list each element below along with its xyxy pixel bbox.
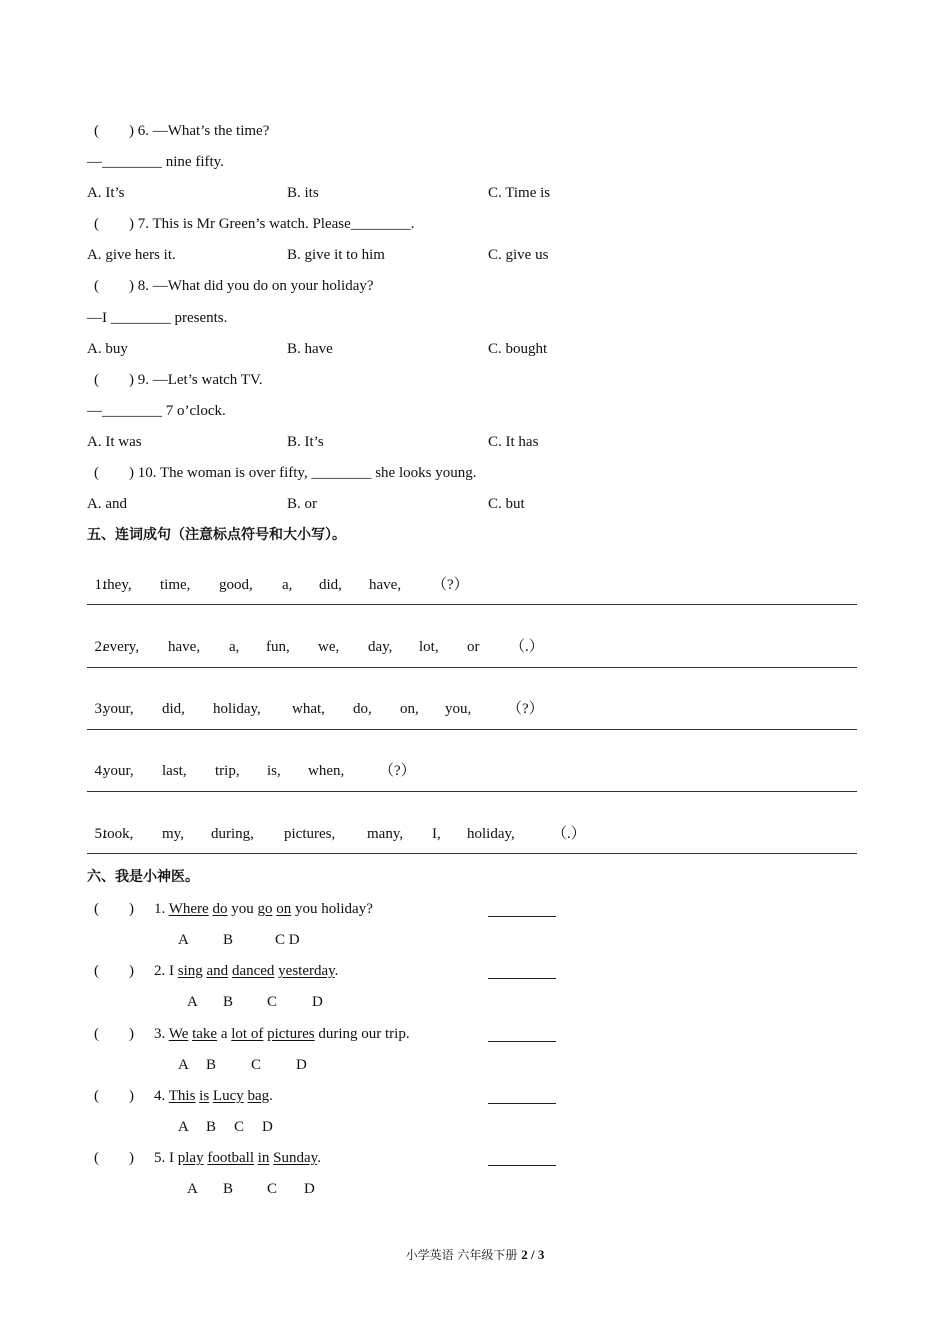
mc7-option-a: A. give hers it.	[87, 247, 176, 263]
mc8-option-a: A. buy	[87, 341, 128, 357]
s6-letter: B	[223, 1181, 234, 1197]
mc6-option-a: A. It’s	[87, 185, 125, 201]
s6-sentence-1: 1. Where do you go on you holiday?	[154, 901, 373, 917]
s5-item-2-num: 2.	[94, 639, 106, 655]
s5-word: （.）	[510, 639, 544, 655]
mc10-option-c: C. but	[488, 496, 525, 512]
s5-word: is,	[267, 763, 281, 779]
s5-word: holiday,	[213, 701, 261, 717]
s5-word: what,	[292, 701, 325, 717]
s6-sentence-2: 2. I sing and danced yesterday.	[154, 963, 339, 979]
s5-word: have,	[369, 577, 402, 593]
s5-word: many,	[367, 826, 404, 842]
s5-item-3-num: 3.	[94, 701, 106, 717]
s6-letter: C	[234, 1119, 245, 1135]
s6-sentence-3: 3. We take a lot of pictures during our trip.	[154, 1026, 410, 1042]
s5-item-1-num: 1.	[94, 577, 106, 593]
s6-letter: D	[304, 1181, 315, 1197]
s5-answer-line-1[interactable]	[87, 604, 857, 605]
s5-word: a,	[229, 639, 240, 655]
section5-title: 五、连词成句（注意标点符号和大小写）。	[87, 527, 346, 543]
s5-word: every,	[103, 639, 140, 655]
mc10-question: ( ) 10. The woman is over fifty, ________ she looks young.	[94, 465, 477, 481]
s5-item-5-num: 5.	[94, 826, 106, 842]
s6-letter: A	[187, 994, 198, 1010]
footer-text: 小学英语 六年级下册	[405, 1248, 522, 1262]
s5-word: last,	[162, 763, 187, 779]
s5-item-3	[87, 682, 544, 718]
s5-item-2	[87, 620, 544, 656]
s5-word: pictures,	[284, 826, 336, 842]
s6-letter: C D	[275, 932, 300, 948]
s6-paren-4[interactable]: ( )	[94, 1088, 134, 1104]
s5-word: took,	[103, 826, 134, 842]
s5-word: fun,	[266, 639, 290, 655]
s6-answer-blank-1[interactable]	[488, 916, 556, 917]
mc8-question: ( ) 8. —What did you do on your holiday?	[94, 278, 374, 294]
mc9-option-c: C. It has	[488, 434, 539, 450]
mc6-option-b: B. its	[287, 185, 319, 201]
s5-word: trip,	[215, 763, 240, 779]
s5-word: we,	[318, 639, 340, 655]
s5-answer-line-4[interactable]	[87, 791, 857, 792]
s6-letter: D	[296, 1057, 307, 1073]
s5-item-1	[87, 558, 469, 594]
s6-letter: B	[206, 1119, 217, 1135]
s5-word: lot,	[419, 639, 439, 655]
s5-answer-line-2[interactable]	[87, 667, 857, 668]
s6-letter: C	[267, 1181, 278, 1197]
s5-item-4	[87, 744, 416, 780]
mc9-question-line2: —________ 7 o’clock.	[87, 403, 226, 419]
s6-letter: A	[178, 1057, 189, 1073]
mc9-option-b: B. It’s	[287, 434, 324, 450]
mc8-option-c: C. bought	[488, 341, 548, 357]
s5-item-5	[87, 807, 586, 843]
s5-word: or	[467, 639, 480, 655]
s6-paren-1[interactable]: ( )	[94, 901, 134, 917]
s5-word: during,	[211, 826, 254, 842]
s5-word: （?）	[379, 763, 416, 779]
section6-title: 六、我是小神医。	[87, 869, 199, 885]
s5-word: （.）	[552, 826, 586, 842]
s6-answer-blank-4[interactable]	[488, 1103, 556, 1104]
s6-letter: A	[178, 932, 189, 948]
mc6-question-line2: —________ nine fifty.	[87, 154, 224, 170]
s5-word: have,	[168, 639, 201, 655]
mc10-option-a: A. and	[87, 496, 127, 512]
s6-paren-2[interactable]: ( )	[94, 963, 134, 979]
mc7-question: ( ) 7. This is Mr Green’s watch. Please________.	[94, 216, 415, 232]
s6-paren-5[interactable]: ( )	[94, 1150, 134, 1166]
s6-letter: A	[187, 1181, 198, 1197]
mc7-option-b: B. give it to him	[287, 247, 385, 263]
s6-letter: A	[178, 1119, 189, 1135]
s5-word: you,	[445, 701, 472, 717]
mc9-question: ( ) 9. —Let’s watch TV.	[94, 372, 263, 388]
mc8-question-line2: —I ________ presents.	[87, 310, 228, 326]
s5-word: they,	[103, 577, 132, 593]
page-footer	[0, 1246, 950, 1263]
s6-letter: C	[251, 1057, 262, 1073]
mc10-option-b: B. or	[287, 496, 317, 512]
s6-answer-blank-2[interactable]	[488, 978, 556, 979]
mc9-option-a: A. It was	[87, 434, 142, 450]
mc6-option-c: C. Time is	[488, 185, 551, 201]
s5-word: my,	[162, 826, 184, 842]
s5-word: day,	[368, 639, 393, 655]
s6-letter: D	[262, 1119, 273, 1135]
s5-word: time,	[160, 577, 191, 593]
s5-word: do,	[353, 701, 372, 717]
s5-word: your,	[103, 701, 134, 717]
s5-word: （?）	[507, 701, 544, 717]
s6-letter: D	[312, 994, 323, 1010]
s5-answer-line-3[interactable]	[87, 729, 857, 730]
s6-letter: B	[223, 994, 234, 1010]
s6-paren-3[interactable]: ( )	[94, 1026, 134, 1042]
s5-word: a,	[282, 577, 293, 593]
s6-answer-blank-5[interactable]	[488, 1165, 556, 1166]
s5-word: I,	[432, 826, 441, 842]
s5-answer-line-5[interactable]	[87, 853, 857, 854]
s5-item-4-num: 4.	[94, 763, 106, 779]
s6-sentence-5: 5. I play football in Sunday.	[154, 1150, 321, 1166]
s6-letter: B	[206, 1057, 217, 1073]
mc8-option-b: B. have	[287, 341, 333, 357]
s5-word: good,	[219, 577, 253, 593]
s5-word: when,	[308, 763, 345, 779]
s5-word: holiday,	[467, 826, 515, 842]
s5-word: did,	[162, 701, 185, 717]
s5-word: on,	[400, 701, 419, 717]
s6-answer-blank-3[interactable]	[488, 1041, 556, 1042]
mc7-option-c: C. give us	[488, 247, 549, 263]
mc6-question: ( ) 6. —What’s the time?	[94, 123, 270, 139]
s6-sentence-4: 4. This is Lucy bag.	[154, 1088, 273, 1104]
s5-word: did,	[319, 577, 342, 593]
s6-letter: B	[223, 932, 234, 948]
s5-word: （?）	[432, 577, 469, 593]
page-number: 2 / 3	[521, 1247, 545, 1262]
s6-letter: C	[267, 994, 278, 1010]
s5-word: your,	[103, 763, 134, 779]
